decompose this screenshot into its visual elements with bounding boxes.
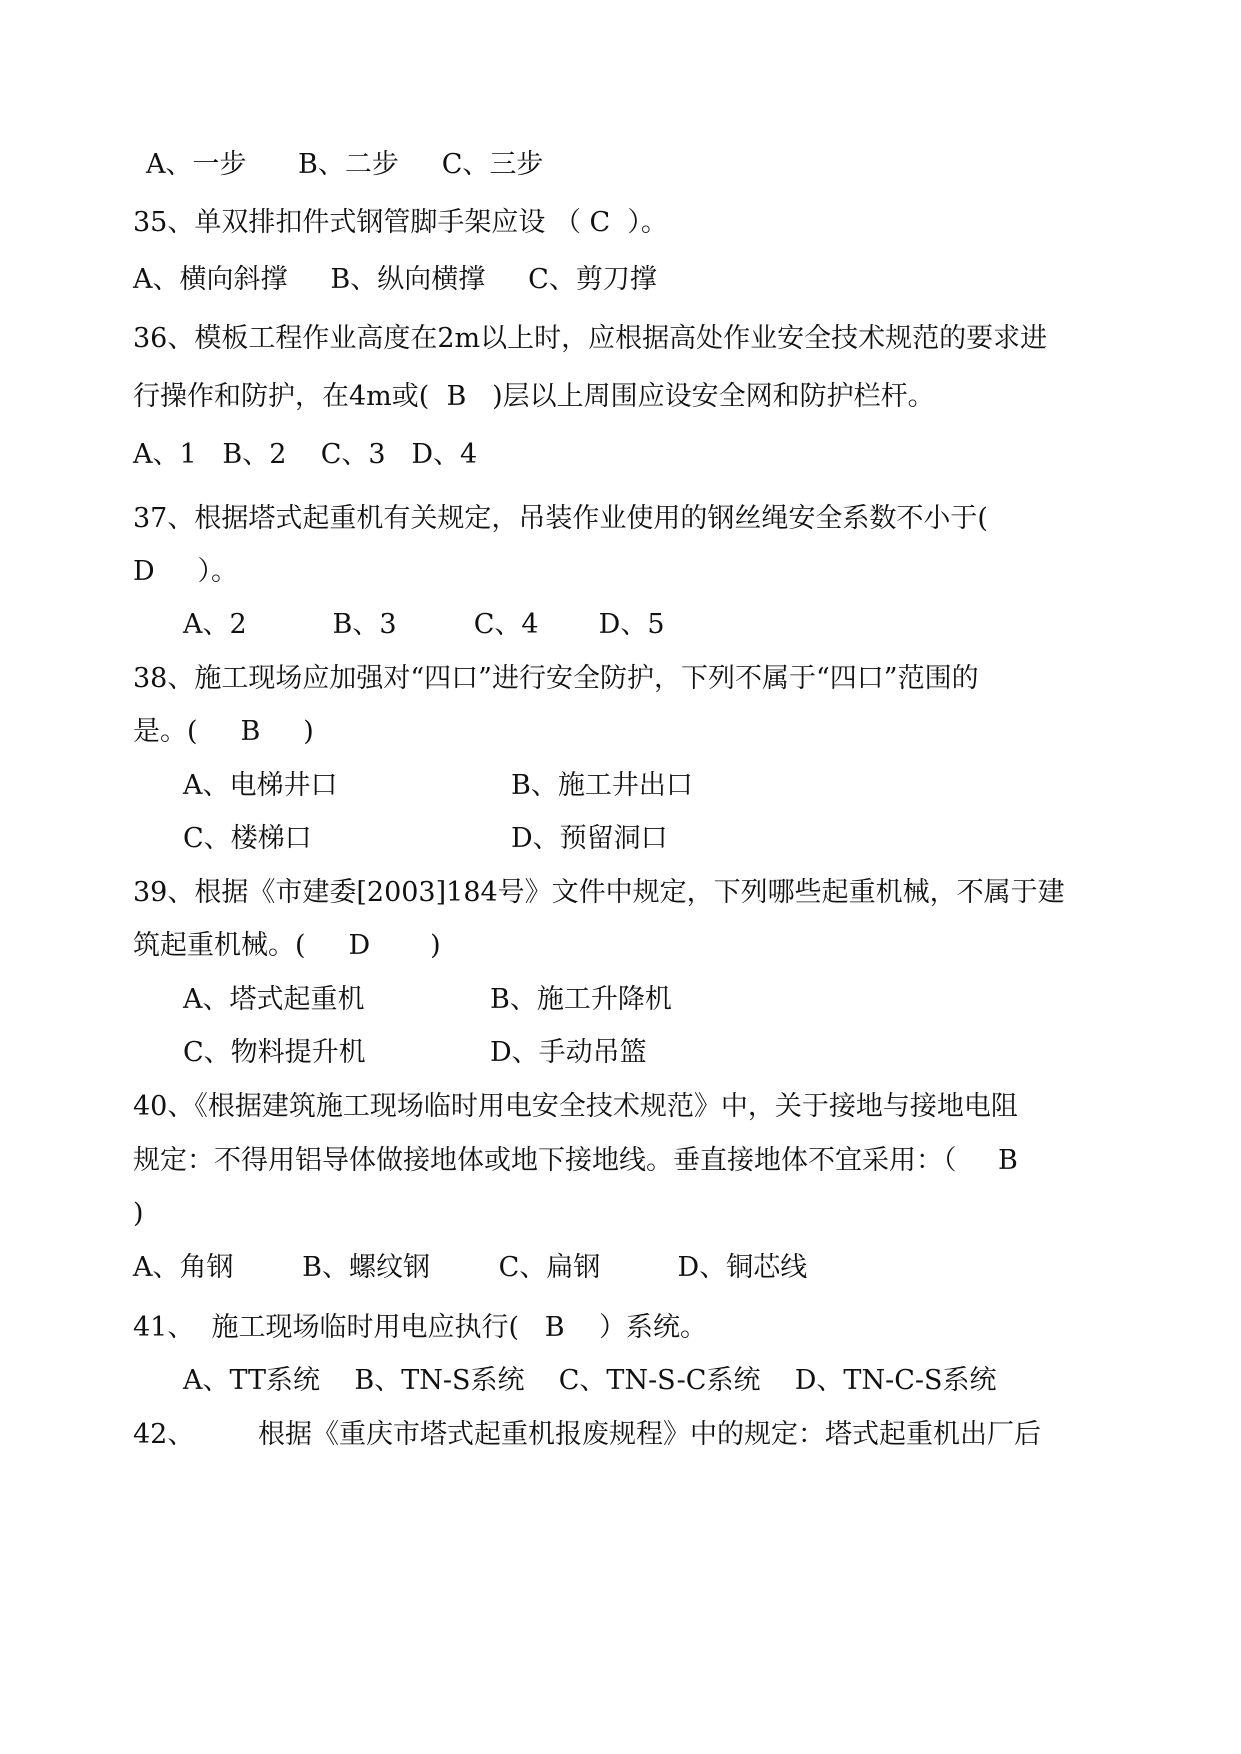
q39-option-a: A、塔式起重机 [183,984,365,1015]
q41-options: A、TT系统 B、TN-S系统 C、TN-S-C系统 D、TN-C-S系统 [183,1365,997,1396]
q39-option-b: B、施工升降机 [490,984,672,1015]
question-36-line2: 行操作和防护，在4m或( B )层以上周围应设安全网和防护栏杆。 [133,381,935,412]
question-37-line2: D ）。 [133,556,239,587]
question-37-line1: 37、根据塔式起重机有关规定，吊装作业使用的钢丝绳安全系数不小于( [133,503,988,534]
q40-options: A、角钢 B、螺纹钢 C、扁钢 D、铜芯线 [133,1252,808,1283]
q38-option-d: D、预留洞口 [511,823,668,854]
question-35: 35、单双排扣件式钢管脚手架应设 （ C ）。 [133,207,668,238]
q34-options: A、一步 B、二步 C、三步 [146,149,544,180]
q37-options: A、2 B、3 C、4 D、5 [183,609,665,640]
q40-answer: B [998,1145,1018,1176]
question-38-line2: 是。( B ) [133,716,314,747]
q35-options: A、横向斜撑 B、纵向横撑 C、剪刀撑 [133,264,657,295]
question-42-number: 42、 [133,1419,195,1450]
q38-option-c: C、楼梯口 [183,823,312,854]
question-40-line3: ) [133,1198,144,1229]
question-38-line1: 38、施工现场应加强对“四口”进行安全防护，下列不属于“四口”范围的 [133,663,979,694]
question-36-line1: 36、模板工程作业高度在2m以上时，应根据高处作业安全技术规范的要求进 [133,323,1048,354]
q39-option-c: C、物料提升机 [183,1037,366,1068]
q38-option-a: A、电梯井口 [183,770,338,801]
q36-options: A、1 B、2 C、3 D、4 [133,439,478,470]
question-39-line2: 筑起重机械。( D ) [133,930,441,961]
q39-option-d: D、手动吊篮 [490,1037,647,1068]
q38-option-b: B、施工井出口 [511,770,693,801]
question-42-line1: 根据《重庆市塔式起重机报废规程》中的规定：塔式起重机出厂后 [258,1419,1041,1450]
question-40-line1: 40、《根据建筑施工现场临时用电安全技术规范》中，关于接地与接地电阻 [133,1091,1018,1122]
question-40-line2: 规定：不得用铝导体做接地体或地下接地线。垂直接地体不宜采用：（ [133,1145,957,1176]
question-39-line1: 39、根据《市建委[2003]184号》文件中规定，下列哪些起重机械，不属于建 [133,877,1065,908]
question-41: 41、 施工现场临时用电应执行( B ）系统。 [133,1312,707,1343]
